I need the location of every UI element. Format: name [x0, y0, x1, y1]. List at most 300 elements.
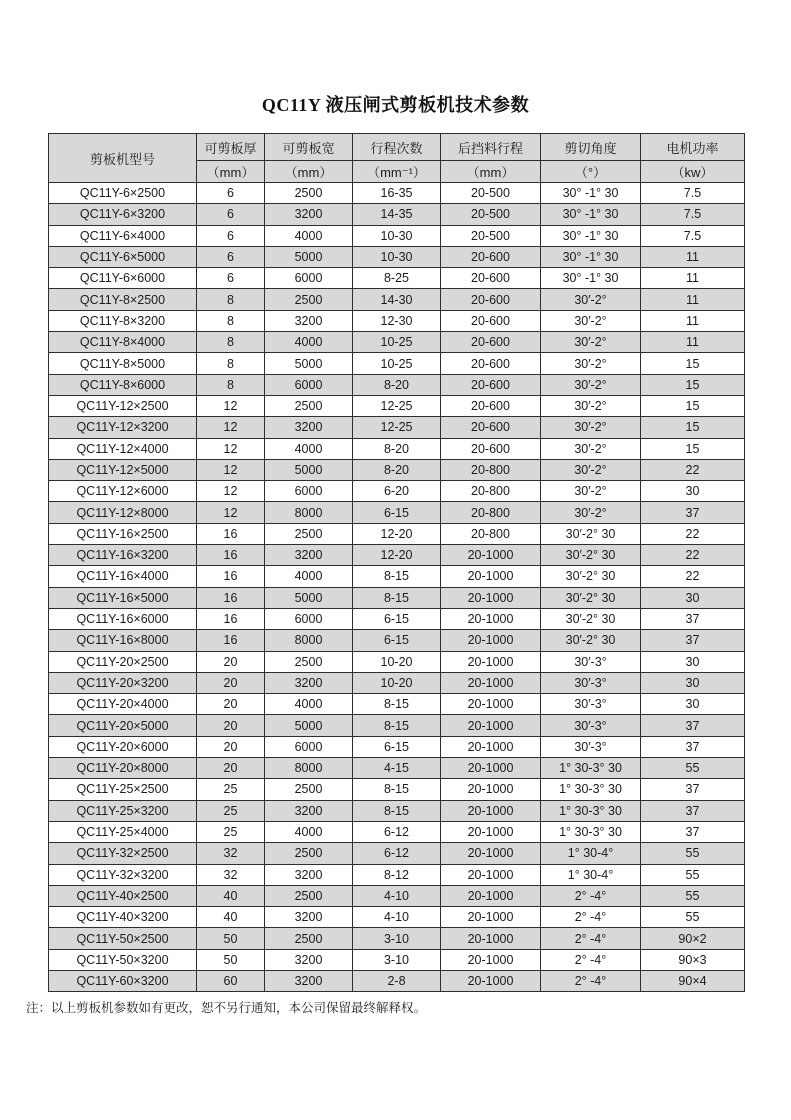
backgauge-cell: 20-1000 — [441, 821, 541, 842]
strokes-cell: 10-25 — [353, 353, 441, 374]
backgauge-cell: 20-800 — [441, 502, 541, 523]
width-cell: 3200 — [265, 949, 353, 970]
backgauge-cell: 20-1000 — [441, 694, 541, 715]
model-cell: QC11Y-50×2500 — [49, 928, 197, 949]
model-cell: QC11Y-25×4000 — [49, 821, 197, 842]
backgauge-cell: 20-800 — [441, 481, 541, 502]
thickness-cell: 50 — [197, 949, 265, 970]
power-cell: 37 — [641, 502, 745, 523]
table-row — [49, 587, 745, 608]
angle-cell: 30′-2° — [541, 459, 641, 480]
table-row — [49, 566, 745, 587]
model-cell: QC11Y-16×3200 — [49, 545, 197, 566]
width-cell: 2500 — [265, 395, 353, 416]
power-cell: 30 — [641, 672, 745, 693]
model-cell: QC11Y-20×3200 — [49, 672, 197, 693]
angle-cell: 30′-2° — [541, 353, 641, 374]
power-cell: 37 — [641, 821, 745, 842]
table-row — [49, 949, 745, 970]
angle-cell: 1° 30-3° 30 — [541, 800, 641, 821]
width-cell: 3200 — [265, 864, 353, 885]
backgauge-cell: 20-1000 — [441, 715, 541, 736]
thickness-cell: 20 — [197, 651, 265, 672]
angle-cell: 30′-2° — [541, 502, 641, 523]
strokes-cell: 8-25 — [353, 268, 441, 289]
strokes-cell: 3-10 — [353, 949, 441, 970]
thickness-cell: 8 — [197, 374, 265, 395]
model-cell: QC11Y-12×6000 — [49, 481, 197, 502]
width-cell: 3200 — [265, 204, 353, 225]
strokes-cell: 14-30 — [353, 289, 441, 310]
width-cell: 6000 — [265, 374, 353, 395]
angle-cell: 30′-2° — [541, 310, 641, 331]
power-cell: 37 — [641, 779, 745, 800]
strokes-cell: 8-20 — [353, 438, 441, 459]
power-cell: 90×4 — [641, 970, 745, 991]
angle-cell: 30′-2° — [541, 289, 641, 310]
backgauge-cell: 20-600 — [441, 395, 541, 416]
width-cell: 4000 — [265, 332, 353, 353]
backgauge-cell: 20-500 — [441, 225, 541, 246]
model-cell: QC11Y-20×6000 — [49, 736, 197, 757]
thickness-cell: 8 — [197, 332, 265, 353]
angle-cell: 30° -1° 30 — [541, 246, 641, 267]
model-cell: QC11Y-8×5000 — [49, 353, 197, 374]
model-cell: QC11Y-25×2500 — [49, 779, 197, 800]
table-row — [49, 885, 745, 906]
width-cell: 6000 — [265, 481, 353, 502]
model-cell: QC11Y-8×2500 — [49, 289, 197, 310]
table-row — [49, 374, 745, 395]
strokes-cell: 4-10 — [353, 885, 441, 906]
angle-cell: 30° -1° 30 — [541, 268, 641, 289]
power-cell: 55 — [641, 843, 745, 864]
page-title: QC11Y 液压闸式剪板机技术参数 — [261, 95, 530, 115]
width-cell: 2500 — [265, 885, 353, 906]
power-cell: 7.5 — [641, 225, 745, 246]
width-cell: 8000 — [265, 630, 353, 651]
angle-cell: 30′-3° — [541, 672, 641, 693]
table-row — [49, 225, 745, 246]
power-cell: 37 — [641, 800, 745, 821]
table-row — [49, 545, 745, 566]
power-cell: 55 — [641, 758, 745, 779]
power-cell: 11 — [641, 310, 745, 331]
width-cell: 2500 — [265, 523, 353, 544]
width-cell: 6000 — [265, 736, 353, 757]
power-cell: 30 — [641, 587, 745, 608]
thickness-cell: 40 — [197, 885, 265, 906]
table-row — [49, 694, 745, 715]
power-cell: 11 — [641, 289, 745, 310]
thickness-cell: 40 — [197, 907, 265, 928]
angle-cell: 30′-3° — [541, 694, 641, 715]
model-cell: QC11Y-20×2500 — [49, 651, 197, 672]
power-cell: 30 — [641, 481, 745, 502]
strokes-cell: 8-20 — [353, 459, 441, 480]
table-row — [49, 204, 745, 225]
power-cell: 22 — [641, 566, 745, 587]
thickness-cell: 8 — [197, 310, 265, 331]
table-row — [49, 438, 745, 459]
model-cell: QC11Y-12×4000 — [49, 438, 197, 459]
backgauge-cell: 20-600 — [441, 438, 541, 459]
backgauge-cell: 20-600 — [441, 332, 541, 353]
model-cell: QC11Y-40×3200 — [49, 907, 197, 928]
table-row — [49, 608, 745, 629]
angle-cell: 1° 30-3° 30 — [541, 821, 641, 842]
power-cell: 7.5 — [641, 204, 745, 225]
power-cell: 15 — [641, 374, 745, 395]
col-header-model: 剪板机型号 — [49, 134, 197, 183]
strokes-cell: 10-25 — [353, 332, 441, 353]
width-cell: 3200 — [265, 672, 353, 693]
thickness-cell: 20 — [197, 672, 265, 693]
angle-cell: 2° -4° — [541, 928, 641, 949]
table-row — [49, 395, 745, 416]
strokes-cell: 2-8 — [353, 970, 441, 991]
model-cell: QC11Y-6×3200 — [49, 204, 197, 225]
col-header-backgauge: 后挡料行程 — [441, 134, 541, 161]
strokes-cell: 6-15 — [353, 608, 441, 629]
angle-cell: 30′-2° 30 — [541, 630, 641, 651]
backgauge-cell: 20-1000 — [441, 630, 541, 651]
model-cell: QC11Y-50×3200 — [49, 949, 197, 970]
unit-thickness: （mm） — [197, 161, 265, 183]
backgauge-cell: 20-800 — [441, 459, 541, 480]
thickness-cell: 16 — [197, 523, 265, 544]
strokes-cell: 10-20 — [353, 651, 441, 672]
thickness-cell: 6 — [197, 246, 265, 267]
header-label-row — [49, 134, 745, 161]
backgauge-cell: 20-600 — [441, 374, 541, 395]
strokes-cell: 8-15 — [353, 779, 441, 800]
width-cell: 2500 — [265, 183, 353, 204]
spec-table-body — [49, 183, 745, 992]
power-cell: 15 — [641, 417, 745, 438]
thickness-cell: 32 — [197, 864, 265, 885]
width-cell: 5000 — [265, 459, 353, 480]
angle-cell: 30′-3° — [541, 736, 641, 757]
footnote: 注：以上剪板机参数如有更改，恕不另行通知，本公司保留最终解释权。 — [26, 1001, 427, 1015]
model-cell: QC11Y-6×4000 — [49, 225, 197, 246]
backgauge-cell: 20-1000 — [441, 672, 541, 693]
strokes-cell: 12-30 — [353, 310, 441, 331]
backgauge-cell: 20-1000 — [441, 779, 541, 800]
strokes-cell: 3-10 — [353, 928, 441, 949]
thickness-cell: 16 — [197, 587, 265, 608]
model-cell: QC11Y-16×6000 — [49, 608, 197, 629]
strokes-cell: 8-15 — [353, 715, 441, 736]
width-cell: 8000 — [265, 502, 353, 523]
thickness-cell: 12 — [197, 395, 265, 416]
backgauge-cell: 20-1000 — [441, 545, 541, 566]
angle-cell: 30′-2° 30 — [541, 545, 641, 566]
table-row — [49, 907, 745, 928]
thickness-cell: 12 — [197, 502, 265, 523]
table-row — [49, 651, 745, 672]
table-row — [49, 821, 745, 842]
strokes-cell: 10-30 — [353, 246, 441, 267]
power-cell: 55 — [641, 907, 745, 928]
angle-cell: 30′-2° 30 — [541, 523, 641, 544]
table-row — [49, 353, 745, 374]
backgauge-cell: 20-1000 — [441, 970, 541, 991]
power-cell: 15 — [641, 353, 745, 374]
power-cell: 37 — [641, 715, 745, 736]
angle-cell: 30° -1° 30 — [541, 204, 641, 225]
backgauge-cell: 20-1000 — [441, 907, 541, 928]
backgauge-cell: 20-1000 — [441, 949, 541, 970]
angle-cell: 1° 30-4° — [541, 864, 641, 885]
thickness-cell: 20 — [197, 694, 265, 715]
power-cell: 90×2 — [641, 928, 745, 949]
model-cell: QC11Y-8×6000 — [49, 374, 197, 395]
backgauge-cell: 20-1000 — [441, 800, 541, 821]
width-cell: 2500 — [265, 928, 353, 949]
width-cell: 3200 — [265, 970, 353, 991]
angle-cell: 2° -4° — [541, 949, 641, 970]
backgauge-cell: 20-500 — [441, 204, 541, 225]
thickness-cell: 25 — [197, 779, 265, 800]
model-cell: QC11Y-12×5000 — [49, 459, 197, 480]
thickness-cell: 16 — [197, 630, 265, 651]
thickness-cell: 6 — [197, 268, 265, 289]
angle-cell: 1° 30-4° — [541, 843, 641, 864]
power-cell: 11 — [641, 268, 745, 289]
model-cell: QC11Y-32×2500 — [49, 843, 197, 864]
model-cell: QC11Y-20×8000 — [49, 758, 197, 779]
model-cell: QC11Y-8×4000 — [49, 332, 197, 353]
model-cell: QC11Y-16×5000 — [49, 587, 197, 608]
power-cell: 7.5 — [641, 183, 745, 204]
col-header-power: 电机功率 — [641, 134, 745, 161]
backgauge-cell: 20-1000 — [441, 928, 541, 949]
width-cell: 4000 — [265, 438, 353, 459]
power-cell: 22 — [641, 545, 745, 566]
backgauge-cell: 20-1000 — [441, 566, 541, 587]
backgauge-cell: 20-600 — [441, 289, 541, 310]
thickness-cell: 8 — [197, 289, 265, 310]
table-row — [49, 758, 745, 779]
table-row — [49, 779, 745, 800]
backgauge-cell: 20-1000 — [441, 651, 541, 672]
strokes-cell: 10-30 — [353, 225, 441, 246]
width-cell: 5000 — [265, 246, 353, 267]
width-cell: 4000 — [265, 566, 353, 587]
thickness-cell: 20 — [197, 715, 265, 736]
strokes-cell: 8-15 — [353, 800, 441, 821]
angle-cell: 1° 30-3° 30 — [541, 758, 641, 779]
angle-cell: 30′-2° — [541, 481, 641, 502]
thickness-cell: 12 — [197, 417, 265, 438]
thickness-cell: 8 — [197, 353, 265, 374]
model-cell: QC11Y-6×5000 — [49, 246, 197, 267]
angle-cell: 2° -4° — [541, 885, 641, 906]
width-cell: 5000 — [265, 587, 353, 608]
table-row — [49, 183, 745, 204]
angle-cell: 30′-2° 30 — [541, 566, 641, 587]
unit-angle: （°） — [541, 161, 641, 183]
width-cell: 6000 — [265, 268, 353, 289]
strokes-cell: 4-15 — [353, 758, 441, 779]
power-cell: 15 — [641, 395, 745, 416]
width-cell: 2500 — [265, 843, 353, 864]
thickness-cell: 20 — [197, 736, 265, 757]
width-cell: 8000 — [265, 758, 353, 779]
strokes-cell: 12-25 — [353, 395, 441, 416]
power-cell: 11 — [641, 246, 745, 267]
power-cell: 90×3 — [641, 949, 745, 970]
table-row — [49, 736, 745, 757]
power-cell: 22 — [641, 523, 745, 544]
width-cell: 2500 — [265, 289, 353, 310]
backgauge-cell: 20-500 — [441, 183, 541, 204]
table-row — [49, 715, 745, 736]
thickness-cell: 16 — [197, 545, 265, 566]
thickness-cell: 12 — [197, 459, 265, 480]
width-cell: 2500 — [265, 651, 353, 672]
power-cell: 22 — [641, 459, 745, 480]
table-row — [49, 246, 745, 267]
width-cell: 4000 — [265, 821, 353, 842]
angle-cell: 30′-2° — [541, 332, 641, 353]
strokes-cell: 6-12 — [353, 821, 441, 842]
backgauge-cell: 20-1000 — [441, 864, 541, 885]
angle-cell: 30° -1° 30 — [541, 225, 641, 246]
unit-backgauge: （mm） — [441, 161, 541, 183]
strokes-cell: 8-15 — [353, 587, 441, 608]
strokes-cell: 14-35 — [353, 204, 441, 225]
strokes-cell: 8-12 — [353, 864, 441, 885]
strokes-cell: 8-20 — [353, 374, 441, 395]
thickness-cell: 12 — [197, 438, 265, 459]
backgauge-cell: 20-600 — [441, 417, 541, 438]
table-row — [49, 843, 745, 864]
thickness-cell: 50 — [197, 928, 265, 949]
table-row — [49, 970, 745, 991]
power-cell: 30 — [641, 651, 745, 672]
angle-cell: 30′-3° — [541, 715, 641, 736]
thickness-cell: 6 — [197, 204, 265, 225]
width-cell: 5000 — [265, 715, 353, 736]
width-cell: 4000 — [265, 694, 353, 715]
angle-cell: 30° -1° 30 — [541, 183, 641, 204]
spec-table-header — [49, 134, 745, 183]
strokes-cell: 16-35 — [353, 183, 441, 204]
backgauge-cell: 20-1000 — [441, 885, 541, 906]
angle-cell: 2° -4° — [541, 970, 641, 991]
width-cell: 3200 — [265, 417, 353, 438]
backgauge-cell: 20-1000 — [441, 587, 541, 608]
model-cell: QC11Y-25×3200 — [49, 800, 197, 821]
strokes-cell: 4-10 — [353, 907, 441, 928]
width-cell: 3200 — [265, 800, 353, 821]
power-cell: 37 — [641, 630, 745, 651]
strokes-cell: 8-15 — [353, 694, 441, 715]
col-header-angle: 剪切角度 — [541, 134, 641, 161]
strokes-cell: 6-20 — [353, 481, 441, 502]
model-cell: QC11Y-8×3200 — [49, 310, 197, 331]
table-row — [49, 459, 745, 480]
strokes-cell: 10-20 — [353, 672, 441, 693]
thickness-cell: 6 — [197, 225, 265, 246]
table-row — [49, 864, 745, 885]
table-row — [49, 289, 745, 310]
table-row — [49, 928, 745, 949]
table-row — [49, 630, 745, 651]
angle-cell: 30′-3° — [541, 651, 641, 672]
table-row — [49, 523, 745, 544]
model-cell: QC11Y-16×4000 — [49, 566, 197, 587]
angle-cell: 30′-2° — [541, 417, 641, 438]
model-cell: QC11Y-16×8000 — [49, 630, 197, 651]
power-cell: 30 — [641, 694, 745, 715]
col-header-width: 可剪板宽 — [265, 134, 353, 161]
table-row — [49, 417, 745, 438]
power-cell: 55 — [641, 885, 745, 906]
model-cell: QC11Y-12×3200 — [49, 417, 197, 438]
backgauge-cell: 20-1000 — [441, 736, 541, 757]
power-cell: 55 — [641, 864, 745, 885]
strokes-cell: 6-15 — [353, 736, 441, 757]
backgauge-cell: 20-1000 — [441, 758, 541, 779]
thickness-cell: 32 — [197, 843, 265, 864]
model-cell: QC11Y-6×2500 — [49, 183, 197, 204]
angle-cell: 2° -4° — [541, 907, 641, 928]
strokes-cell: 12-20 — [353, 523, 441, 544]
backgauge-cell: 20-600 — [441, 246, 541, 267]
table-row — [49, 481, 745, 502]
width-cell: 2500 — [265, 779, 353, 800]
angle-cell: 30′-2° — [541, 395, 641, 416]
backgauge-cell: 20-800 — [441, 523, 541, 544]
width-cell: 4000 — [265, 225, 353, 246]
strokes-cell: 6-12 — [353, 843, 441, 864]
backgauge-cell: 20-600 — [441, 353, 541, 374]
spec-table — [48, 133, 745, 992]
power-cell: 37 — [641, 608, 745, 629]
thickness-cell: 25 — [197, 800, 265, 821]
unit-width: （mm） — [265, 161, 353, 183]
width-cell: 3200 — [265, 907, 353, 928]
thickness-cell: 12 — [197, 481, 265, 502]
width-cell: 3200 — [265, 310, 353, 331]
strokes-cell: 12-25 — [353, 417, 441, 438]
backgauge-cell: 20-600 — [441, 310, 541, 331]
table-row — [49, 502, 745, 523]
unit-power: （kw） — [641, 161, 745, 183]
power-cell: 11 — [641, 332, 745, 353]
table-row — [49, 672, 745, 693]
power-cell: 15 — [641, 438, 745, 459]
model-cell: QC11Y-12×8000 — [49, 502, 197, 523]
thickness-cell: 16 — [197, 566, 265, 587]
thickness-cell: 60 — [197, 970, 265, 991]
model-cell: QC11Y-40×2500 — [49, 885, 197, 906]
table-row — [49, 332, 745, 353]
strokes-cell: 12-20 — [353, 545, 441, 566]
strokes-cell: 6-15 — [353, 630, 441, 651]
width-cell: 6000 — [265, 608, 353, 629]
thickness-cell: 20 — [197, 758, 265, 779]
model-cell: QC11Y-20×5000 — [49, 715, 197, 736]
angle-cell: 30′-2° — [541, 374, 641, 395]
thickness-cell: 6 — [197, 183, 265, 204]
table-row — [49, 310, 745, 331]
strokes-cell: 8-15 — [353, 566, 441, 587]
unit-strokes: （mm⁻¹） — [353, 161, 441, 183]
